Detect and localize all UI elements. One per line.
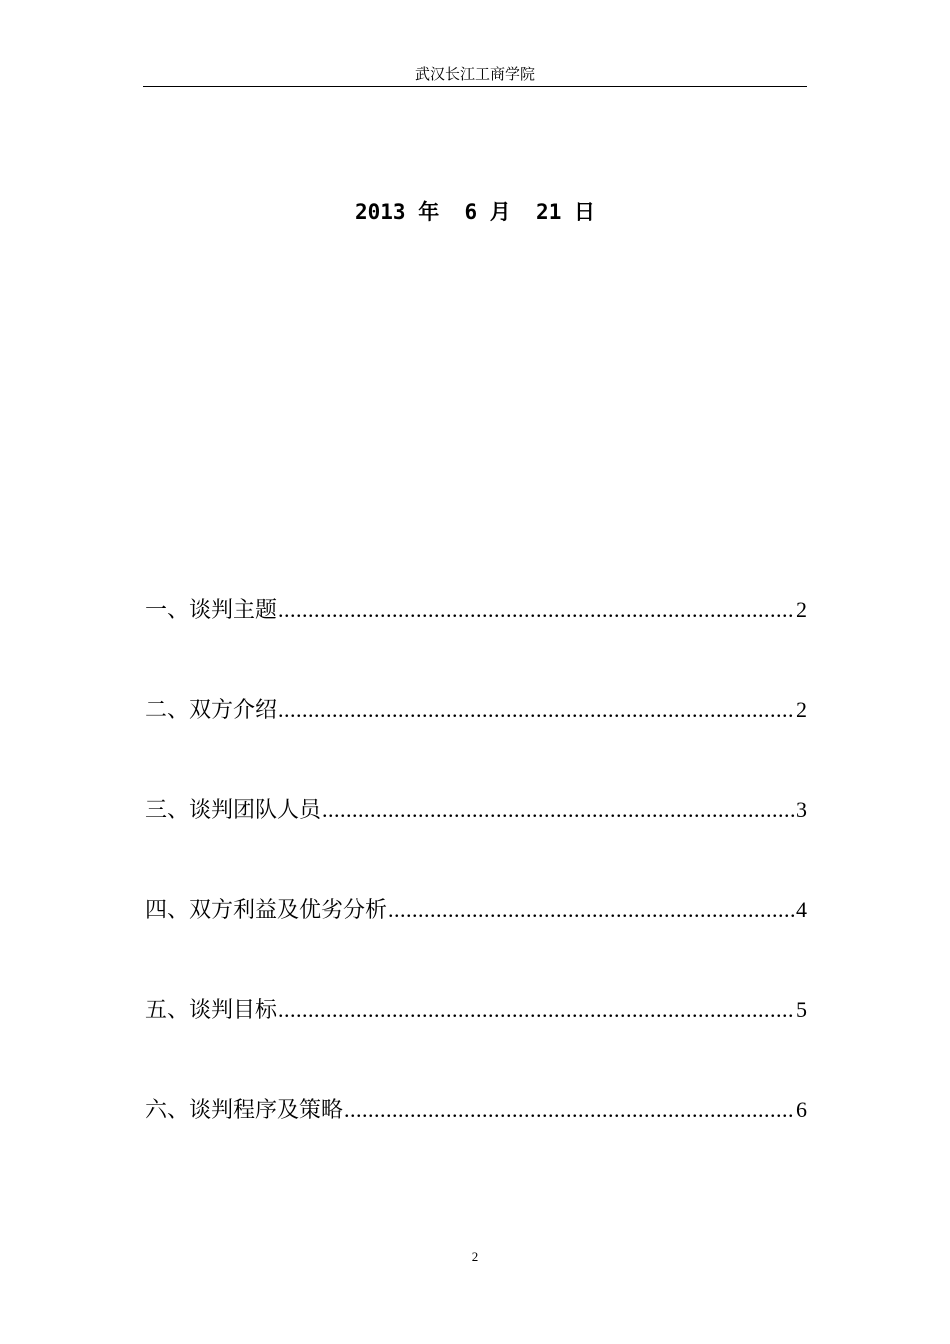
toc-item-label: 一、谈判主题 — [145, 597, 278, 622]
toc-item[interactable] — [145, 590, 807, 690]
toc-item[interactable] — [145, 1090, 807, 1190]
toc-item-page: 2 — [796, 597, 807, 622]
toc-leader-dots — [322, 790, 795, 830]
toc-item-label: 三、谈判团队人员 — [145, 797, 322, 822]
toc-item-label: 二、双方介绍 — [145, 697, 278, 722]
toc-item-page: 3 — [796, 797, 807, 822]
toc-item[interactable] — [145, 690, 807, 790]
toc-item[interactable] — [145, 890, 807, 990]
toc-leader-dots — [278, 590, 795, 630]
toc-item-page: 5 — [796, 997, 807, 1022]
table-of-contents — [145, 590, 807, 1190]
toc-item-page: 4 — [796, 897, 807, 922]
toc-leader-dots — [344, 1090, 795, 1130]
date-line: 2013 年 6 月 21 日 — [354, 200, 595, 224]
toc-item-label: 四、双方利益及优劣分析 — [145, 897, 388, 922]
toc-item-label: 六、谈判程序及策略 — [145, 1097, 344, 1122]
toc-item-label: 五、谈判目标 — [145, 997, 278, 1022]
toc-item-page: 2 — [796, 697, 807, 722]
toc-item[interactable] — [145, 790, 807, 890]
toc-leader-dots — [278, 990, 795, 1030]
header-title: 武汉长江工商学院 — [414, 67, 535, 83]
toc-leader-dots — [388, 890, 795, 930]
toc-item-page: 6 — [796, 1097, 807, 1122]
page-header — [143, 64, 807, 87]
page-number: 2 — [471, 1249, 479, 1264]
toc-item[interactable] — [145, 990, 807, 1090]
toc-leader-dots — [278, 690, 795, 730]
